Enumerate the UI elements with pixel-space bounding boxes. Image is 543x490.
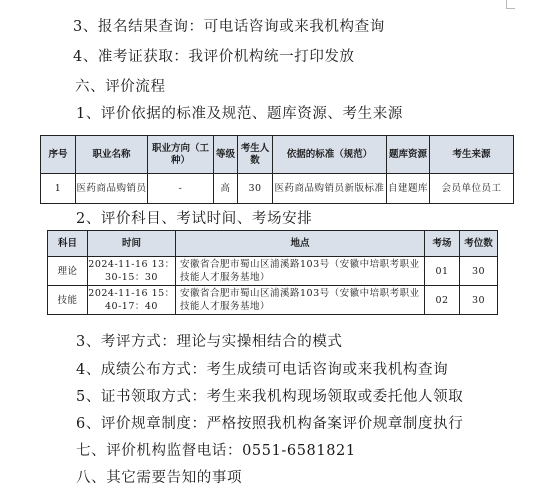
table-cell: - (148, 174, 214, 204)
table-row (48, 286, 498, 315)
table-row (41, 174, 514, 204)
text-line-exam-mode: 3、考评方式：理论与实操相结合的模式 (76, 334, 343, 350)
table-cell: 30 (238, 174, 273, 204)
table-cell: 1 (41, 174, 76, 204)
table-cell: 安徽省合肥市蜀山区浦溪路103号（安徽中培职考职业技能人才服务基地） (176, 257, 425, 286)
table-cell: 医药商品购销员新版标准 (273, 174, 387, 204)
header-cell: 考生人数 (238, 136, 273, 174)
exam-schedule-table (47, 230, 498, 315)
header-cell: 地点 (176, 231, 425, 257)
header-cell: 职业方向（工种） (148, 136, 214, 174)
standards-table (40, 135, 514, 204)
header-cell: 考位数 (460, 231, 498, 257)
table-header-row (41, 136, 514, 174)
table-cell: 医药商品购销员 (76, 174, 148, 204)
table-cell: 2024-11-16 15：40-17：40 (88, 286, 176, 315)
subheading-exam-schedule: 2、评价科目、考试时间、考场安排 (76, 211, 313, 227)
text-line-regulations: 6、评价规章制度：严格按照我机构备案评价规章制度执行 (76, 416, 464, 432)
table-cell: 安徽省合肥市蜀山区浦溪路103号（安徽中培职考职业技能人才服务基地） (176, 286, 425, 315)
text-line-result-query: 3、报名结果查询：可电话咨询或来我机构查询 (73, 19, 385, 35)
table-cell: 会员单位员工 (430, 174, 514, 204)
table-cell: 30 (460, 257, 498, 286)
header-cell: 时间 (88, 231, 176, 257)
header-cell: 依据的标准（规范） (273, 136, 387, 174)
table-header-row (48, 231, 498, 257)
section-heading-notes: 八、其它需要告知的事项 (76, 470, 243, 486)
table-cell: 2024-11-16 13：30-15：30 (88, 257, 176, 286)
text-line-score-release: 4、成绩公布方式：考生成绩可电话咨询或来我机构查询 (76, 362, 449, 378)
section-heading-process: 六、评价流程 (75, 79, 166, 95)
page-corner-mark (506, 0, 515, 9)
section-heading-hotline: 七、评价机构监督电话：0551-6581821 (76, 443, 356, 459)
table-cell: 30 (460, 286, 498, 315)
table-cell: 01 (425, 257, 460, 286)
table-cell: 02 (425, 286, 460, 315)
header-cell: 等级 (214, 136, 238, 174)
text-line-admission-ticket: 4、准考证获取：我评价机构统一打印发放 (73, 49, 355, 65)
header-cell: 职业名称 (76, 136, 148, 174)
header-cell: 科目 (48, 231, 88, 257)
header-cell: 序号 (41, 136, 76, 174)
table-cell: 技能 (48, 286, 88, 315)
header-cell: 考场 (425, 231, 460, 257)
table-cell: 高 (214, 174, 238, 204)
table-cell: 理论 (48, 257, 88, 286)
header-cell: 考生来源 (430, 136, 514, 174)
table-cell: 自建题库 (387, 174, 430, 204)
text-line-certificate: 5、证书领取方式：考生来我机构现场领取或委托他人领取 (76, 389, 464, 405)
header-cell: 题库资源 (387, 136, 430, 174)
table-row (48, 257, 498, 286)
subheading-standards: 1、评价依据的标准及规范、题库资源、考生来源 (76, 106, 403, 122)
